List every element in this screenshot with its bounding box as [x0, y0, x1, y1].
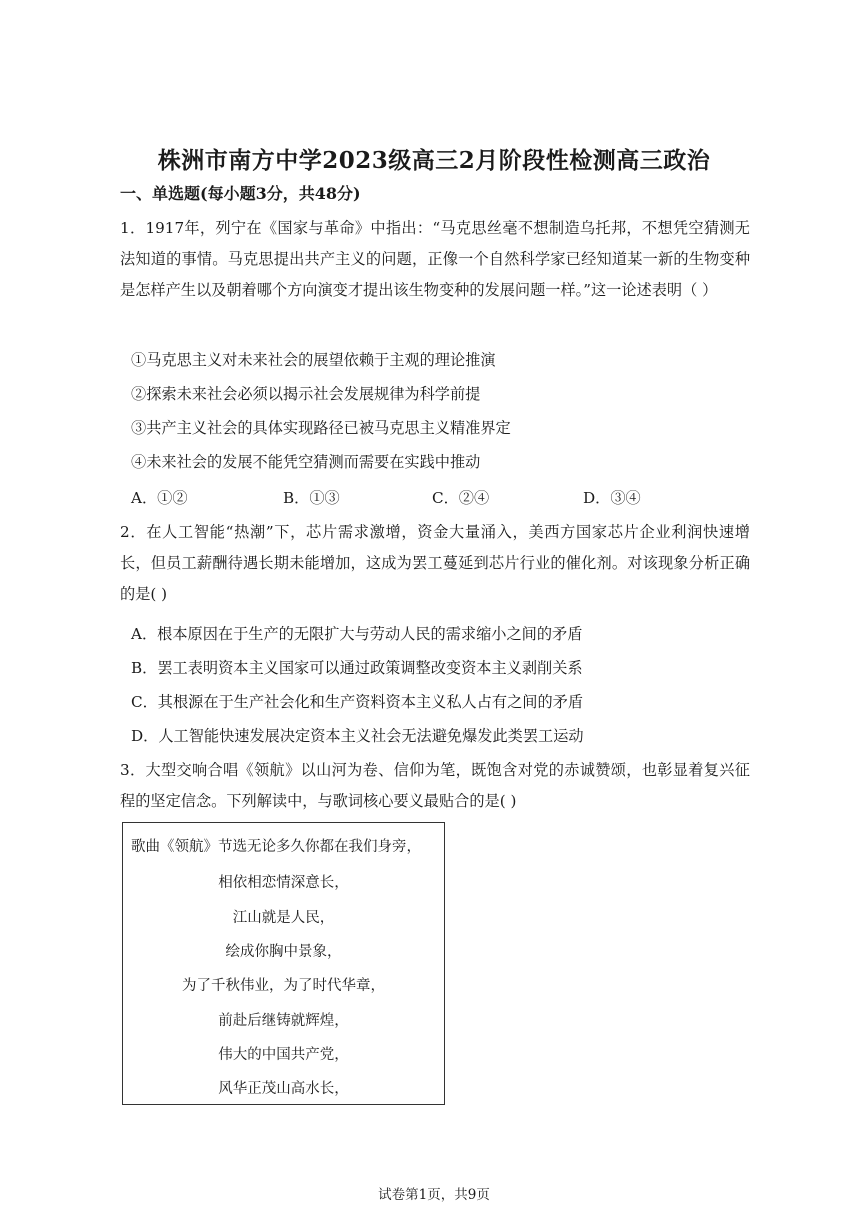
lyric-line: 相依相恋情深意长，	[218, 875, 349, 891]
q2-option-b: B．罢工表明资本主义国家可以通过政策调整改变资本主义剥削关系	[131, 659, 583, 677]
lyric-line: 伟大的中国共产党，	[218, 1047, 349, 1063]
lyric-line: 风华正茂山高水长，	[218, 1081, 349, 1097]
lyric-line: 绘成你胸中景象，	[225, 944, 342, 960]
q1-option-c: C．②④	[432, 489, 490, 507]
q1-item-4: ④未来社会的发展不能凭空猜测而需要在实践中推动	[131, 453, 481, 471]
q2-option-c: C．其根源在于生产社会化和生产资料资本主义私人占有之间的矛盾	[131, 693, 584, 711]
q1-option-a: A．①②	[131, 489, 188, 507]
lyric-line: 为了千秋伟业，为了时代华章，	[182, 978, 385, 994]
question-2-stem: 2．在人工智能“热潮”下，芯片需求激增，资金大量涌入，美西方国家芯片企业利润快速增长，但员工薪酬待遇长期未能增加，这成为罢工蔓延到芯片行业的催化剂。对该现象分析正确的是( )	[120, 523, 750, 603]
question-3-stem: 3．大型交响合唱《领航》以山河为卷、信仰为笔，既饱含对党的赤诚赞颂，也彰显着复兴征程的坚定信念。下列解读中，与歌词核心要义最贴合的是( )	[120, 761, 750, 810]
question-1-stem: 1．1917年，列宁在《国家与革命》中指出：“马克思丝毫不想制造乌托邦，不想凭空猜测无法知道的事情。马克思提出共产主义的问题，正像一个自然科学家已经知道某一新的生物变种是怎样产生以及朝着哪个方向演变才提出该生物变种的发展问题一样。”这一论述表明（ ）	[120, 219, 750, 299]
lyrics-heading: 歌曲《领航》节选无论多久你都在我们身旁，	[131, 839, 421, 855]
q1-option-d: D．③④	[583, 489, 641, 507]
section-heading: 一、单选题(每小题3分，共48分)	[120, 184, 361, 203]
q1-item-3: ③共产主义社会的具体实现路径已被马克思主义精准界定	[131, 419, 511, 437]
q1-option-b: B．①③	[283, 489, 340, 507]
lyric-line: 江山就是人民，	[232, 910, 335, 926]
q2-option-d: D．人工智能快速发展决定资本主义社会无法避免爆发此类罢工运动	[131, 727, 584, 745]
q1-item-2: ②探索未来社会必须以揭示社会发展规律为科学前提	[131, 385, 481, 403]
q2-option-a: A．根本原因在于生产的无限扩大与劳动人民的需求缩小之间的矛盾	[131, 625, 583, 643]
lyric-line: 前赴后继铸就辉煌，	[218, 1013, 349, 1029]
q1-item-1: ①马克思主义对未来社会的展望依赖于主观的理论推演	[131, 351, 496, 369]
lyrics-box	[122, 822, 445, 1105]
page-title: 株洲市南方中学2023级高三2月阶段性检测高三政治	[157, 147, 711, 174]
page-footer: 试卷第1页，共9页	[378, 1187, 490, 1203]
